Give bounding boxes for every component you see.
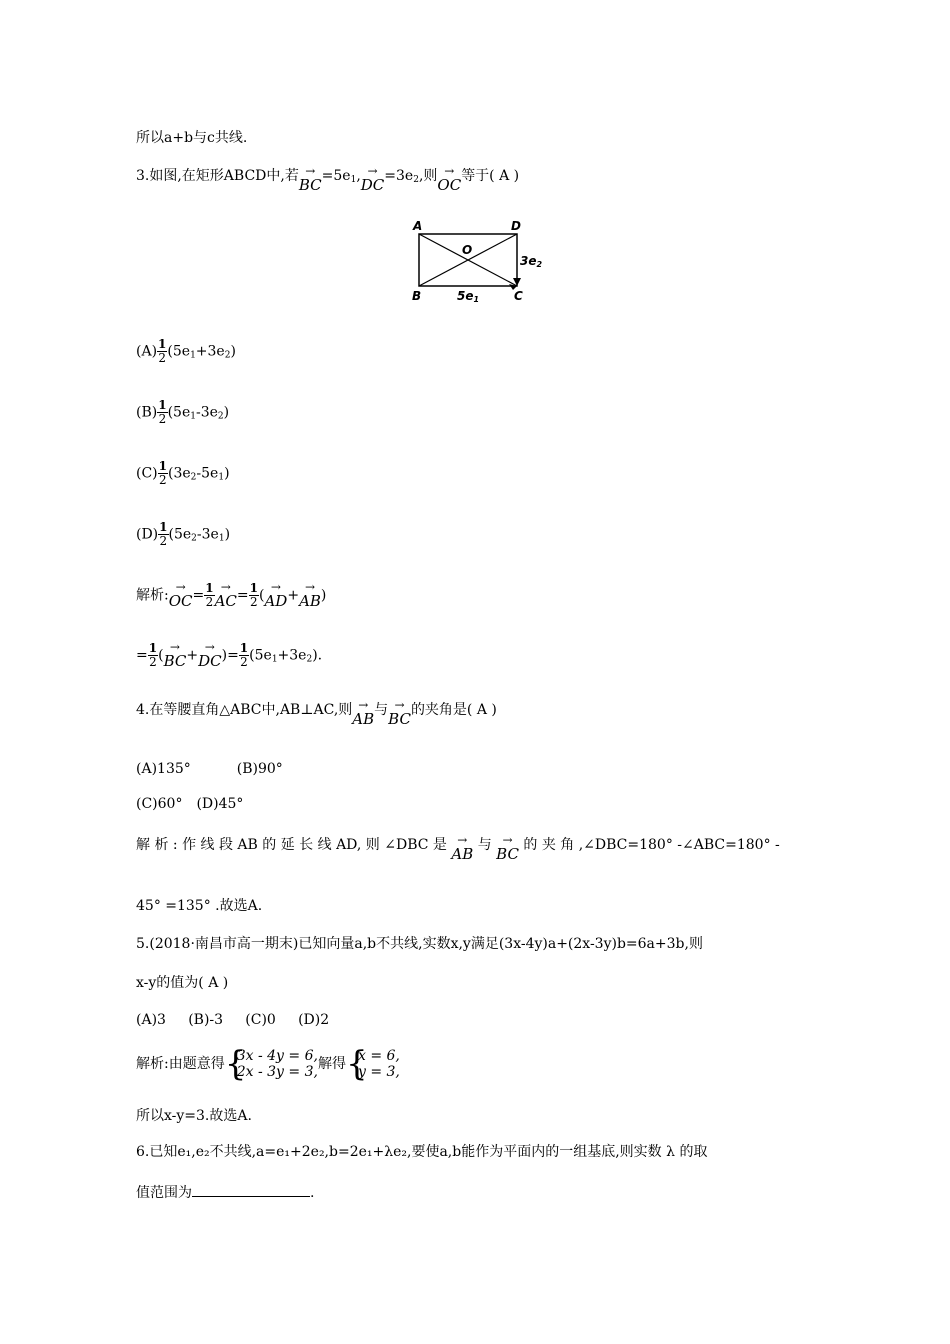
label-o: O (462, 243, 473, 257)
answer-blank[interactable] (192, 1182, 310, 1197)
question-3: 3.如图,在矩形ABCD中,若 → BC $=5e_1$, → DC $=3e_2$,则 → OC 等于( A ) (136, 164, 520, 194)
question-4: 4.在等腰直角△ABC中,AB⊥AC,则 → AB 与 → BC 的夹角是( A ) (136, 698, 497, 728)
label-b: B (412, 289, 422, 303)
option-b: (B) $\frac{1}{2}$ $(5e_1-3e_2)$ (136, 398, 230, 426)
vector-oc: → OC (437, 164, 462, 194)
label-a: A (413, 219, 423, 233)
solution-5-line-1: 解析:由题意得 { 3x - 4y = 6, 2x - 3y = 3, 解得 { x = 6, y = 3, (136, 1044, 400, 1084)
label-5e1: 5e1 (457, 289, 480, 304)
question-4-options-1: (A)135° (B)90° (136, 761, 283, 777)
option-d: (D) $\frac{1}{2}$ $(5e_2-3e_1)$ (136, 520, 231, 548)
text-line: 所以a+b与c共线. (136, 130, 248, 146)
rectangle-figure (405, 214, 545, 306)
question-5-options: (A)3 (B)-3 (C)0 (D)2 (136, 1012, 330, 1028)
vector-dc: → DC (360, 164, 385, 194)
question-5-line-1: 5.(2018·南昌市高一期末)已知向量a,b不共线,实数x,y满足(3x-4y)a+(2x-3y)b=6a+3b,则 (136, 936, 703, 952)
solution-3-line-2: = $\frac{1}{2}$ ( → BC + → DC )= $\frac{1}{2}$ $(5e_1+3e_2)$. (136, 640, 323, 670)
question-5-line-2: x-y的值为( A ) (136, 975, 229, 991)
option-a: (A) $\frac{1}{2}$ $(5e_1+3e_2)$ (136, 337, 236, 365)
solution-4-line-1: 解 析 : 作 线 段 AB 的 延 长 线 AD, 则 ∠DBC 是 → AB 与 → BC 的 夹 角 ,∠DBC=180° -∠ABC=180° - (136, 833, 780, 863)
solution-4-line-2: 45° =135° .故选A. (136, 898, 263, 914)
question-6-line-1: 6.已知e₁,e₂不共线,a=e₁+2e₂,b=2e₁+λe₂,要使a,b能作为平面内的一组基底,则实数 λ 的取 (136, 1144, 708, 1160)
vector-bc: → BC (298, 164, 322, 194)
label-d: D (511, 219, 521, 233)
question-6-line-2: 值范围为 . (136, 1182, 314, 1203)
label-c: C (514, 289, 523, 303)
solution-5-line-2: 所以x-y=3.故选A. (136, 1108, 252, 1124)
label-3e2: 3e2 (520, 254, 543, 269)
solution-3-line-1: 解析: → OC = $\frac{1}{2}$ → AC = $\frac{1}{2}$ ( → AD + → AB ) (136, 580, 327, 610)
question-4-options-2: (C)60° (D)45° (136, 796, 244, 812)
option-c: (C) $\frac{1}{2}$ $(3e_2-5e_1)$ (136, 459, 230, 487)
